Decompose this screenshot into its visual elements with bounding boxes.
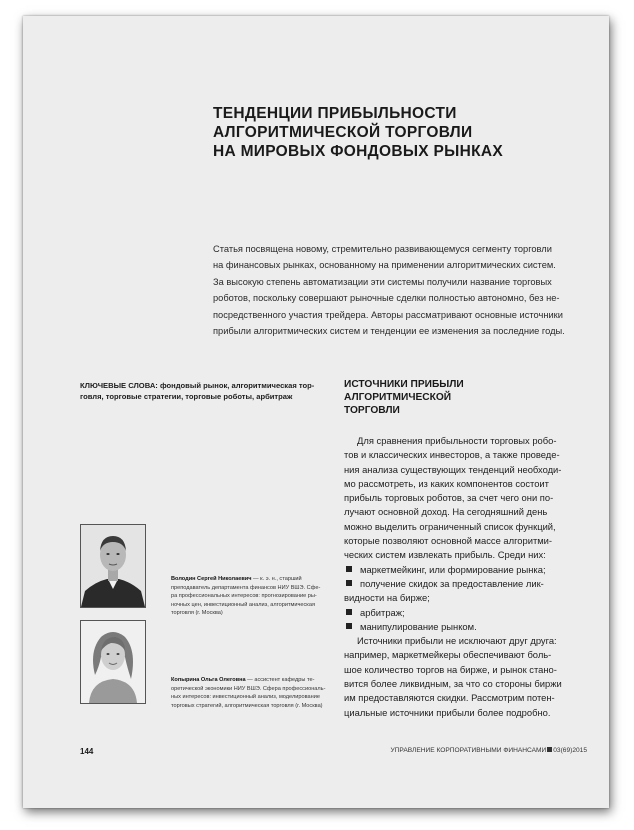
body-line: ния анализа существующих тенденций необходи- [344, 463, 562, 475]
bullet-continuation: видности на бирже; [344, 592, 430, 604]
square-bullet-icon [346, 580, 352, 586]
section-heading-line: ИСТОЧНИКИ ПРИБЫЛИ [344, 379, 464, 390]
author-bio [171, 676, 331, 710]
abstract-line: прибыли алгоритмических систем и тенденции ее изменения за последние годы. [213, 326, 565, 337]
title-line: НА МИРОВЫХ ФОНДОВЫХ РЫНКАХ [213, 143, 504, 160]
body-line: лучают основной доход. На сегодняшний день [344, 506, 548, 518]
square-bullet-icon [346, 566, 352, 572]
bullet-text: арбитраж; [360, 606, 405, 618]
body-line: например, маркетмейкеры обеспечивают боль- [344, 649, 552, 661]
square-separator-icon [547, 747, 552, 752]
author-name: Володин Сергей Николаевич [171, 576, 252, 582]
body-line: Для сравнения прибыльности торговых робо- [357, 435, 557, 446]
body-line: им предоставляются скидки. Рассмотрим потен- [344, 692, 555, 704]
body-line: Источники прибыли не исключают друг друга: [357, 635, 557, 647]
bio-line: торговля (г. Москва) [171, 610, 223, 617]
bullet-text: получение скидок за предоставление лик- [360, 577, 544, 589]
square-bullet-icon [346, 623, 352, 629]
author-photo [80, 524, 146, 608]
bullet-text: манипулирование рынком. [360, 620, 477, 632]
body-line: мо рассмотреть, из каких компонентов состоит [344, 477, 549, 489]
square-bullet-icon [346, 609, 352, 615]
bullet-item [344, 563, 594, 577]
author-photo [80, 620, 146, 704]
bullet-item [344, 606, 594, 620]
body-text [344, 434, 594, 720]
abstract-line: на финансовых рынках, основанному на применении алгоритмических систем. [213, 260, 556, 271]
bullet-item [344, 620, 594, 634]
keywords-line: КЛЮЧЕВЫЕ СЛОВА: фондовый рынок, алгоритмическая тор- [80, 381, 315, 390]
bio-line: — ассистент кафедры те- [245, 677, 315, 683]
bio-line: преподаватель департамента финансов НИУ ВШЭ. Сфе- [171, 584, 321, 591]
body-line: которые позволяют основной массе алгоритми- [344, 535, 553, 547]
bullet-text: маркетмейкинг, или формирование рынка; [360, 563, 546, 575]
body-line: тов и классических инвесторов, а также проведе- [344, 449, 560, 461]
author-name: Копырина Ольга Олеговна [171, 677, 246, 683]
body-line: вится более ликвидным, за что со стороны биржи [344, 678, 562, 690]
abstract-line: роботов, поскольку совершают рыночные сделки полностью автономно, без не- [213, 293, 560, 304]
journal-name: УПРАВЛЕНИЕ КОРПОРАТИВНЫМИ ФИНАНСАМИ [390, 747, 547, 754]
article-title [213, 104, 593, 161]
keywords-line: говля, торговые стратегии, торговые роботы, арбитраж [80, 392, 293, 401]
abstract-line: За высокую степень автоматизации эти системы получили название торговых [213, 276, 552, 287]
bio-line: ра профессиональных интересов: прогнозирование ры- [171, 593, 317, 600]
body-line: ческих систем извлекать прибыль. Среди них: [344, 549, 546, 561]
author-bio [171, 575, 331, 618]
bio-line: — к. э. н., старший [251, 576, 302, 582]
abstract-line: посредственного участия трейдера. Авторы рассматривают основные источники [213, 309, 563, 320]
abstract-line: Статья посвящена новому, стремительно развивающемуся сегменту торговли [213, 244, 552, 254]
keywords [80, 380, 320, 402]
bio-line: оретической экономики НИУ ВШЭ. Сфера профессиональ- [171, 685, 326, 692]
body-line: циальные источники прибыли более подробно. [344, 706, 551, 718]
journal-issue: 03(69)2015 [553, 747, 587, 754]
bio-line: торговых стратегий, алгоритмическая торговля (г. Москва) [171, 702, 323, 709]
section-heading-line: ТОРГОВЛИ [344, 405, 400, 416]
bio-line: ных интересов: инвестиционный анализ, моделирование [171, 694, 320, 701]
body-line: шое количество торгов на бирже, и рынок стано- [344, 663, 557, 675]
journal-page [23, 16, 609, 808]
abstract [213, 241, 585, 339]
bullet-item [344, 577, 594, 591]
section-heading-line: АЛГОРИТМИЧЕСКОЙ [344, 392, 452, 403]
page-number: 144 [80, 747, 94, 756]
body-line: прибыль торговых роботов, за счет чего они по- [344, 492, 554, 504]
title-line: АЛГОРИТМИЧЕСКОЙ ТОРГОВЛИ [213, 124, 473, 141]
journal-footer [387, 747, 587, 754]
section-heading [344, 378, 584, 417]
title-line: ТЕНДЕНЦИИ ПРИБЫЛЬНОСТИ [213, 105, 457, 122]
body-line: можно выделить ограниченный список функций, [344, 520, 556, 532]
bio-line: ночных цен, инвестиционный анализ, алгоритмическая [171, 601, 316, 608]
